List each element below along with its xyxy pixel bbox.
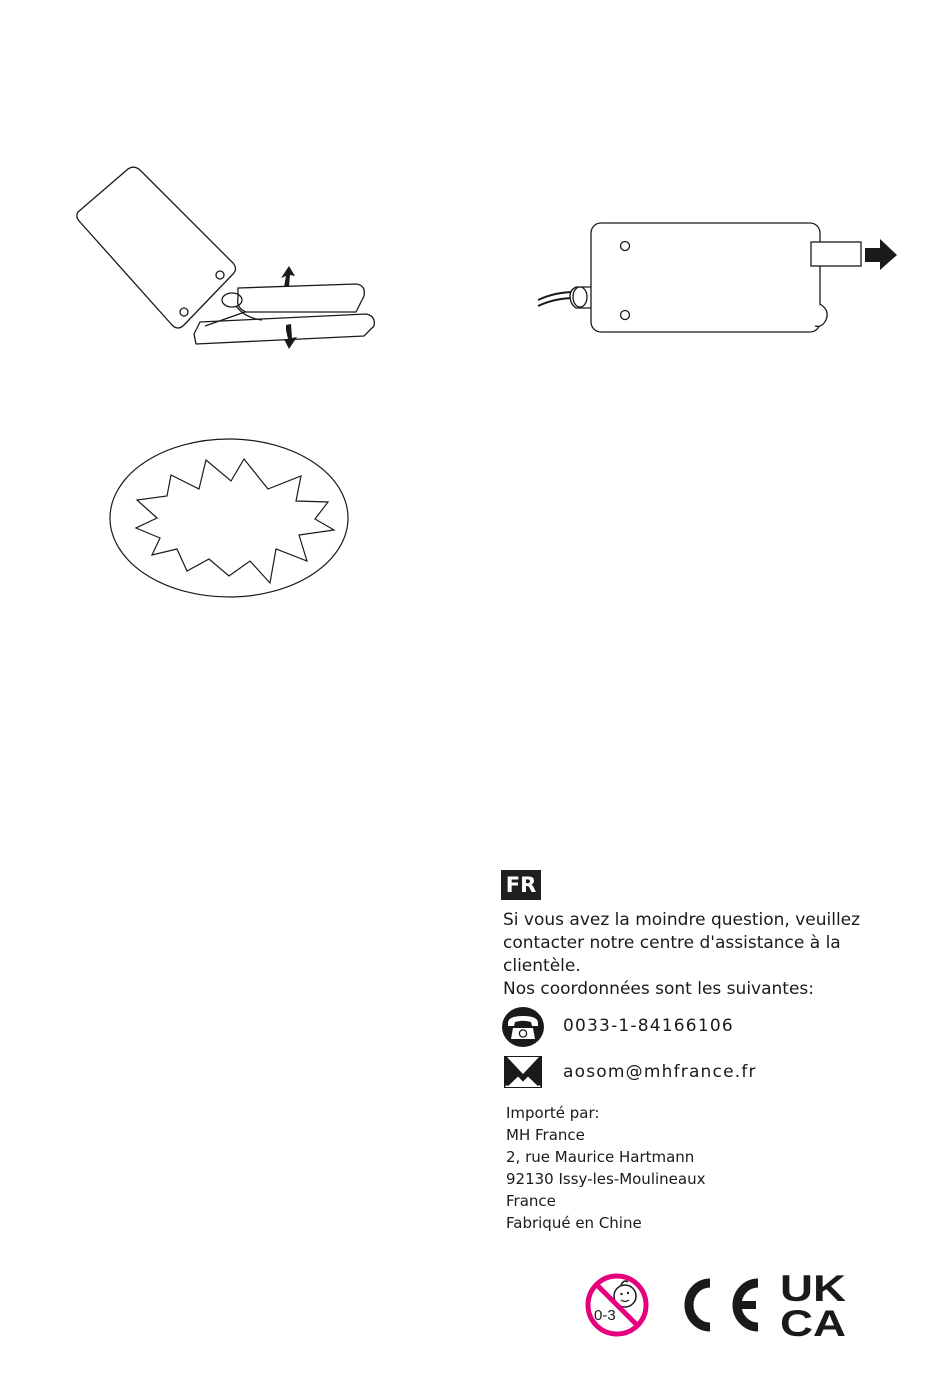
address-line: 92130 Issy-les-Moulineaux [506, 1170, 706, 1188]
address-line: MH France [506, 1126, 585, 1144]
arrow-up-icon [281, 266, 295, 287]
email-address: aosom@mhfrance.fr [563, 1062, 757, 1082]
intro-line: Nos coordonnées sont les suivantes: [503, 979, 814, 999]
arrow-right-icon [865, 239, 897, 270]
battery-cover-open-illustration [70, 160, 390, 360]
support-intro [503, 909, 923, 1001]
ukca-bottom: CA [780, 1303, 846, 1339]
address-line: France [506, 1192, 556, 1210]
intro-line: Si vous avez la moindre question, veuillez [503, 910, 861, 930]
language-badge: FR [501, 870, 541, 900]
ukca-top: UK [780, 1271, 847, 1309]
starburst-ellipse-illustration [105, 435, 355, 600]
intro-line: clientèle. [503, 956, 581, 976]
address-line: 2, rue Maurice Hartmann [506, 1148, 695, 1166]
envelope-icon [503, 1054, 543, 1089]
phone-number: 0033-1-84166106 [563, 1016, 734, 1036]
address-line: Fabriqué en Chine [506, 1214, 642, 1232]
ukca-mark-icon [780, 1271, 848, 1339]
address-line: Importé par: [506, 1104, 600, 1122]
ce-mark-icon [672, 1274, 764, 1336]
intro-line: contacter notre centre d'assistance à la [503, 933, 841, 953]
age-warning-label: 0-3 [594, 1307, 616, 1324]
pull-tab-illustration [530, 215, 905, 345]
phone-icon [502, 1007, 544, 1047]
no-under-3-warning-icon [584, 1272, 650, 1338]
importer-address [506, 1102, 705, 1234]
